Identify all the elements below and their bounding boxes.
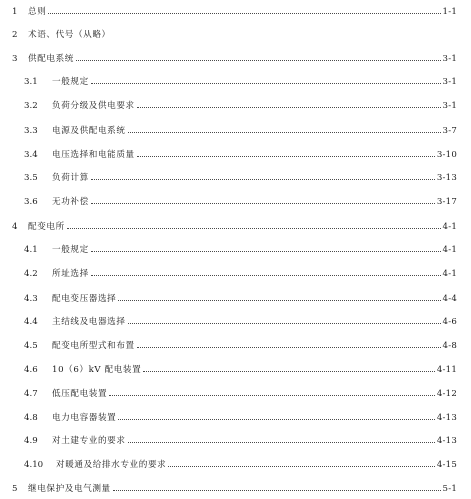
dot-leader <box>109 394 435 396</box>
toc-entry-title: 负荷计算 <box>52 173 89 183</box>
dot-leader <box>137 106 441 108</box>
toc-entry-title: 一般规定 <box>52 245 89 255</box>
toc-entry-number: 3.2 <box>24 101 38 111</box>
toc-entry-page: 3-10 <box>436 150 457 160</box>
toc-entry-number: 1 <box>12 7 18 17</box>
toc-entry-number: 4.10 <box>24 460 44 470</box>
toc-entry-number: 4 <box>12 222 18 232</box>
toc-entry-4-4[interactable] <box>0 316 457 328</box>
toc-entry-number: 3.3 <box>24 126 38 136</box>
toc-entry-page: 3-1 <box>442 101 457 111</box>
toc-entry-title: 负荷分级及供电要求 <box>52 101 135 111</box>
toc-entry-title: 配变电所 <box>28 222 65 232</box>
toc-entry-page: 1-1 <box>442 7 457 17</box>
toc-entry-page: 3-13 <box>436 173 457 183</box>
toc-entry-5[interactable] <box>0 483 457 495</box>
toc-entry-page: 4-11 <box>436 365 457 375</box>
dot-leader <box>91 250 441 252</box>
toc-entry-page: 4-6 <box>442 317 457 327</box>
toc-entry-title: 所址选择 <box>52 269 89 279</box>
dot-leader <box>118 418 435 420</box>
toc-entry-page: 4-13 <box>436 413 457 423</box>
dot-leader <box>137 155 435 157</box>
toc-entry-title: 电力电容器装置 <box>52 413 117 423</box>
dot-leader <box>168 465 435 467</box>
toc-entry-number: 3 <box>12 54 18 64</box>
toc-entry-4-5[interactable] <box>0 340 457 352</box>
toc-entry-page: 4-1 <box>442 245 457 255</box>
toc-entry-number: 3.6 <box>24 197 38 207</box>
toc-entry-1[interactable] <box>0 6 457 18</box>
toc-entry-page: 4-4 <box>442 294 457 304</box>
toc-entry-page: 4-15 <box>436 460 457 470</box>
dot-leader <box>67 227 441 229</box>
toc-entry-number: 4.1 <box>24 245 38 255</box>
toc-entry-title: 一般规定 <box>52 77 89 87</box>
toc-entry-number: 2 <box>12 30 18 40</box>
toc-entry-title: 对土建专业的要求 <box>52 436 126 446</box>
toc-entry-title: 对暖通及给排水专业的要求 <box>56 460 167 470</box>
dot-leader <box>143 370 435 372</box>
toc-entry-page: 3-7 <box>442 126 457 136</box>
toc-entry-3-6[interactable] <box>0 196 457 208</box>
toc-entry-page: 4-1 <box>442 222 457 232</box>
toc-entry-number: 5 <box>12 484 18 494</box>
toc-entry-number: 4.8 <box>24 413 38 423</box>
toc-entry-number: 4.3 <box>24 294 38 304</box>
toc-entry-4-10[interactable] <box>0 459 457 471</box>
toc-entry-title: 术语、代号（从略） <box>28 30 111 40</box>
dot-leader <box>48 12 440 14</box>
toc-entry-title: 无功补偿 <box>52 197 89 207</box>
dot-leader <box>113 489 441 491</box>
toc-entry-number: 4.2 <box>24 269 38 279</box>
toc-entry-3-2[interactable] <box>0 100 457 112</box>
toc-entry-2[interactable] <box>0 29 457 41</box>
toc-entry-title: 总则 <box>28 7 47 17</box>
toc-entry-number: 4.9 <box>24 436 38 446</box>
toc-entry-page: 3-17 <box>436 197 457 207</box>
toc-entry-page: 4-8 <box>442 341 457 351</box>
dot-leader <box>128 322 441 324</box>
toc-entry-3-1[interactable] <box>0 76 457 88</box>
toc-entry-4[interactable] <box>0 221 457 233</box>
dot-leader <box>91 202 435 204</box>
toc-entry-number: 4.5 <box>24 341 38 351</box>
toc-entry-page: 3-1 <box>442 54 457 64</box>
dot-leader <box>91 274 441 276</box>
toc-entry-3-3[interactable] <box>0 125 457 137</box>
toc-entry-title: 配电变压器选择 <box>52 294 117 304</box>
toc-entry-number: 4.4 <box>24 317 38 327</box>
toc-entry-4-6[interactable] <box>0 364 457 376</box>
toc-entry-title: 配变电所型式和布置 <box>52 341 135 351</box>
toc-entry-page: 3-1 <box>442 77 457 87</box>
toc-entry-title: 10（6）kV 配电装置 <box>52 365 142 375</box>
toc-entry-4-3[interactable] <box>0 293 457 305</box>
toc-entry-4-2[interactable] <box>0 268 457 280</box>
toc-entry-number: 4.6 <box>24 365 38 375</box>
toc-entry-number: 3.1 <box>24 77 38 87</box>
toc-entry-4-1[interactable] <box>0 244 457 256</box>
toc-entry-4-7[interactable] <box>0 388 457 400</box>
dot-leader <box>128 131 441 133</box>
dot-leader <box>76 59 441 61</box>
toc-entry-number: 3.4 <box>24 150 38 160</box>
toc-entry-page: 4-13 <box>436 436 457 446</box>
toc-entry-page: 4-12 <box>436 389 457 399</box>
toc-entry-title: 继电保护及电气测量 <box>28 484 111 494</box>
dot-leader <box>113 36 455 37</box>
toc-entry-title: 供配电系统 <box>28 54 74 64</box>
toc-entry-number: 3.5 <box>24 173 38 183</box>
toc-entry-title: 电源及供配电系统 <box>52 126 126 136</box>
toc-entry-3[interactable] <box>0 53 457 65</box>
toc-entry-page: 5-1 <box>442 484 457 494</box>
toc-entry-3-5[interactable] <box>0 172 457 184</box>
toc-entry-4-8[interactable] <box>0 412 457 424</box>
dot-leader <box>91 82 441 84</box>
toc-entry-title: 电压选择和电能质量 <box>52 150 135 160</box>
dot-leader <box>91 178 435 180</box>
toc-entry-title: 主结线及电器选择 <box>52 317 126 327</box>
toc-entry-number: 4.7 <box>24 389 38 399</box>
toc-entry-4-9[interactable] <box>0 435 457 447</box>
dot-leader <box>118 299 440 301</box>
toc-entry-title: 低压配电装置 <box>52 389 108 399</box>
toc-entry-page: 4-1 <box>442 269 457 279</box>
toc-entry-3-4[interactable] <box>0 149 457 161</box>
dot-leader <box>128 441 435 443</box>
dot-leader <box>137 346 441 348</box>
